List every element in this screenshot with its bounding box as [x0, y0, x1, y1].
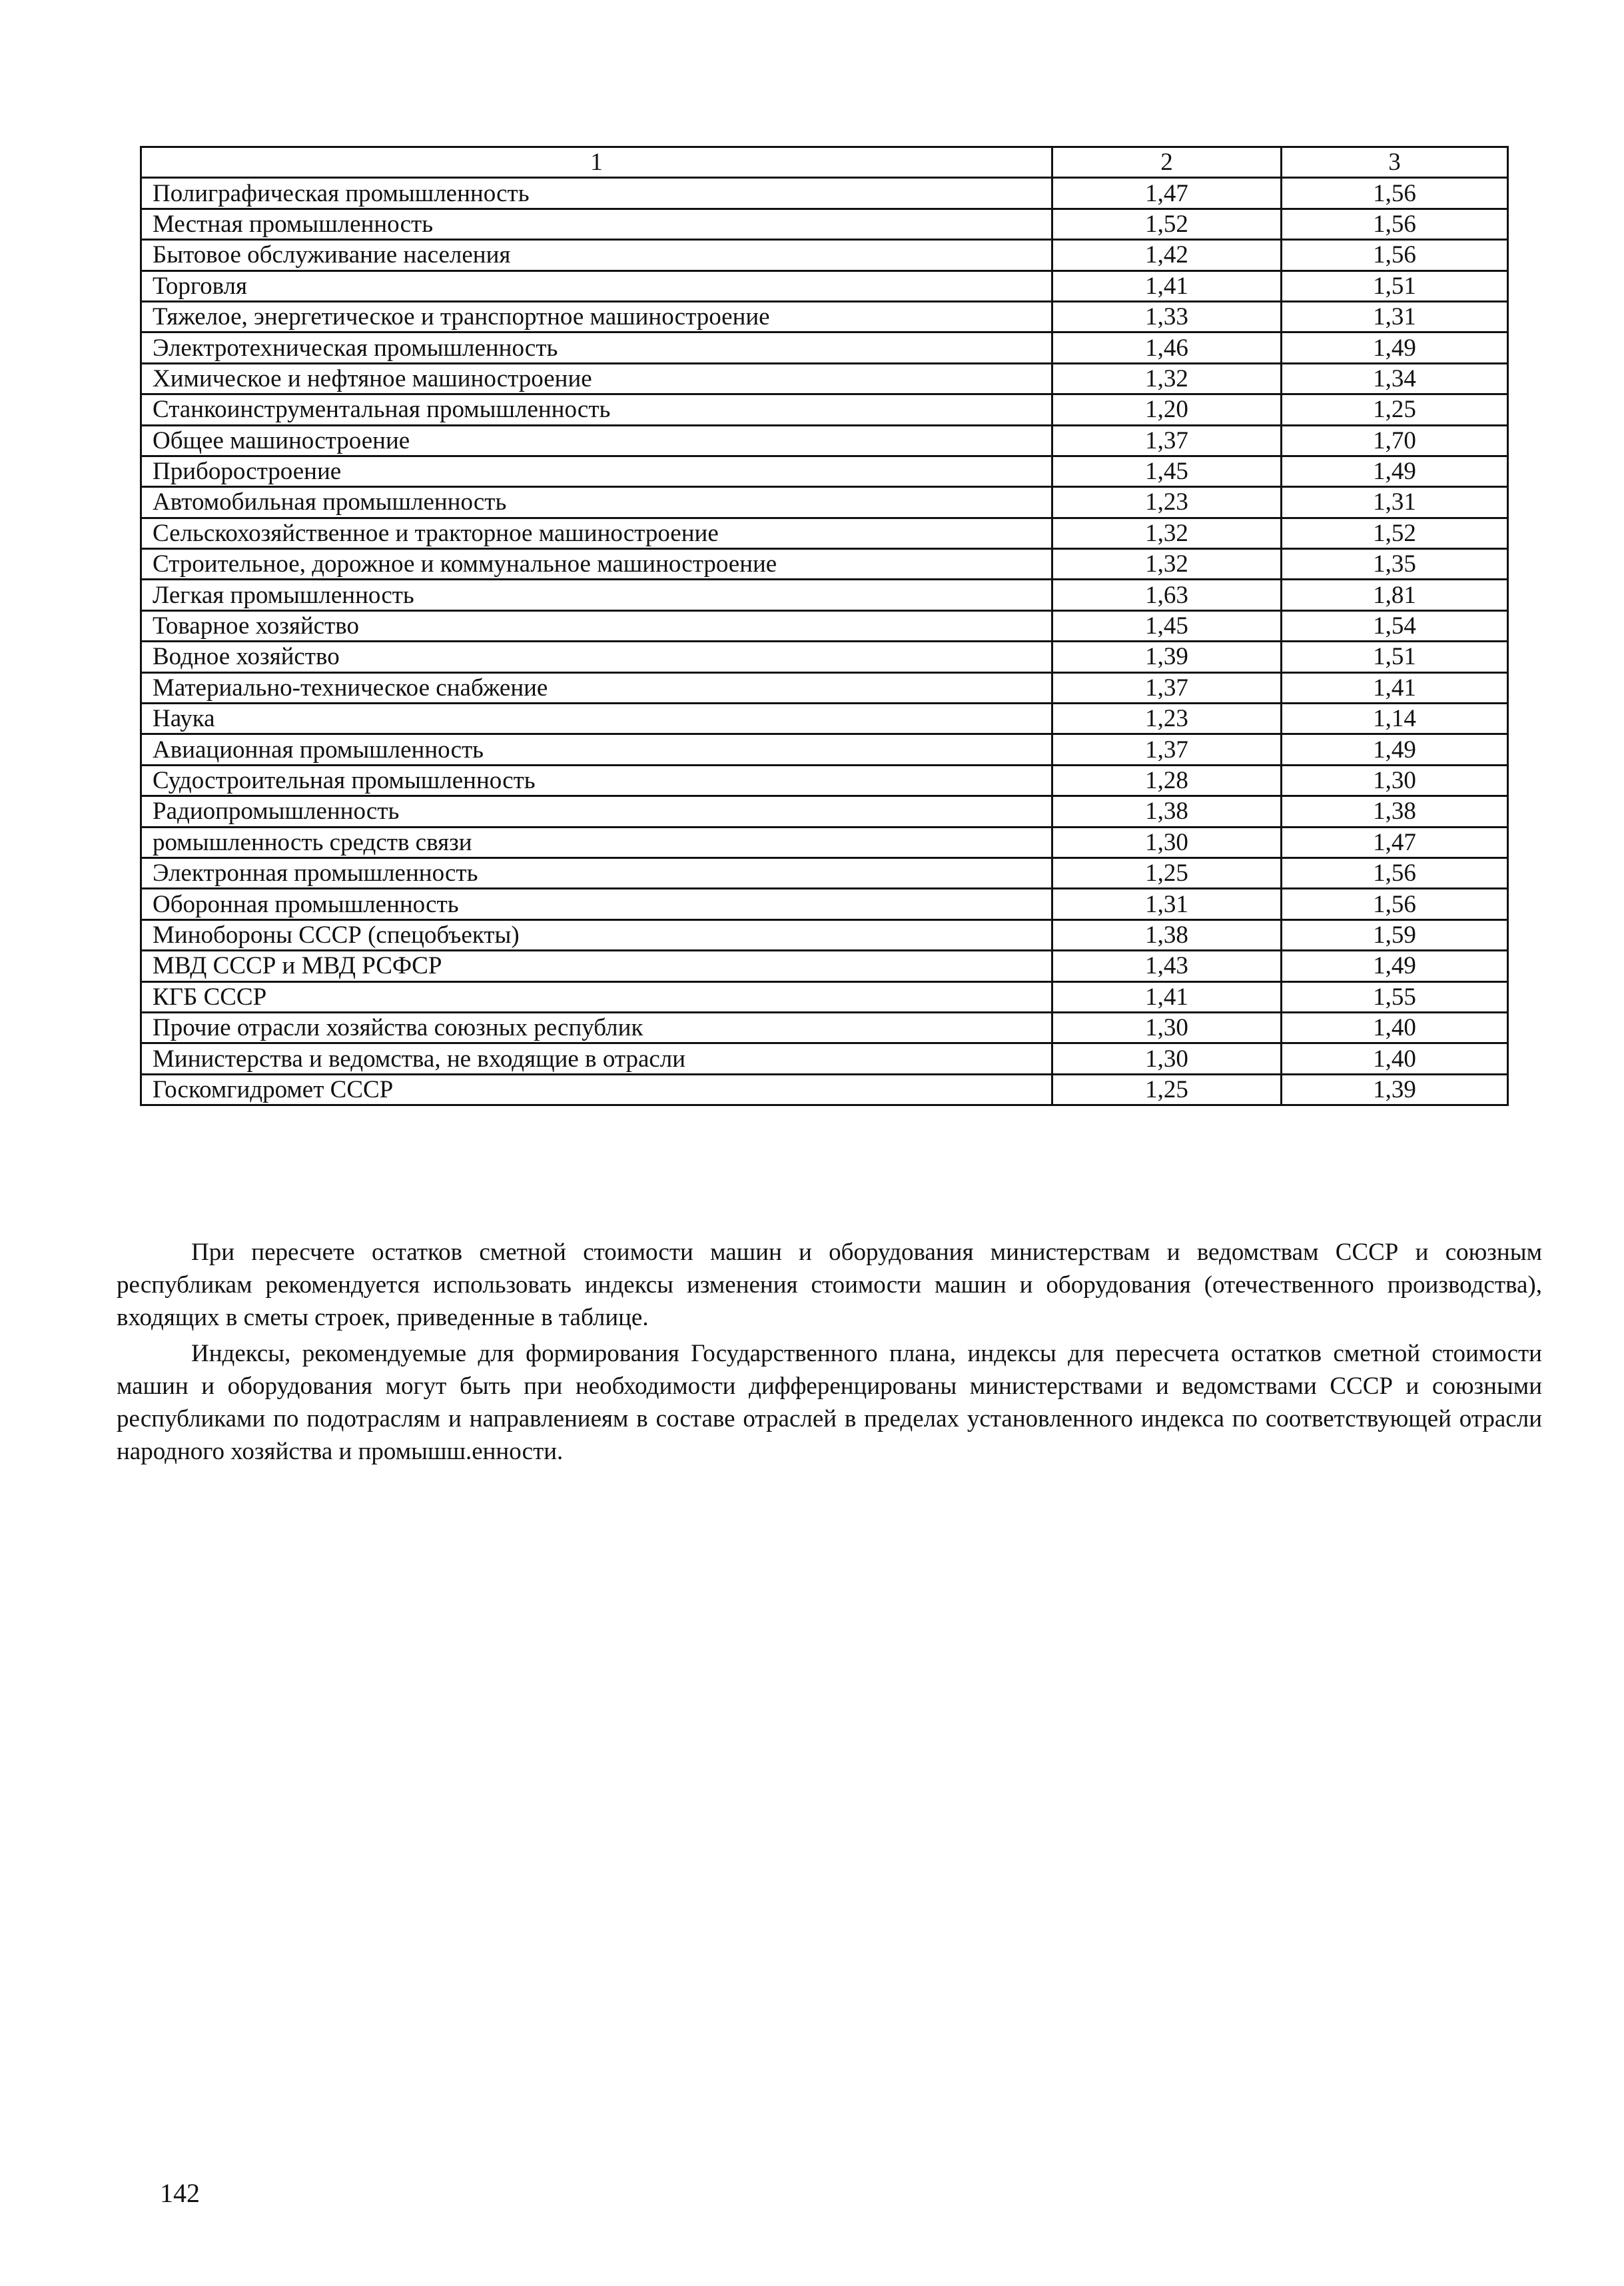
industry-name-cell: КГБ СССР: [141, 981, 1052, 1012]
industry-name-cell: Товарное хозяйство: [141, 610, 1052, 641]
table-row: [141, 734, 1508, 765]
index-col3-cell: 1,47: [1282, 827, 1508, 857]
table-row: [141, 580, 1508, 610]
index-col2-cell: 1,30: [1052, 827, 1282, 857]
index-col2-cell: 1,30: [1052, 1012, 1282, 1043]
industry-name-cell: Радиопромышленность: [141, 796, 1052, 827]
page-number: 142: [160, 2178, 200, 2208]
table-row: [141, 765, 1508, 796]
table-row: [141, 456, 1508, 486]
index-col2-cell: 1,39: [1052, 642, 1282, 672]
table-row: [141, 487, 1508, 518]
index-col2-cell: 1,25: [1052, 857, 1282, 888]
index-col3-cell: 1,49: [1282, 332, 1508, 363]
industry-name-cell: Оборонная промышленность: [141, 889, 1052, 919]
table-row: [141, 363, 1508, 394]
index-col3-cell: 1,56: [1282, 240, 1508, 271]
table-row: [141, 240, 1508, 271]
index-col3-cell: 1,56: [1282, 857, 1508, 888]
index-col2-cell: 1,45: [1052, 610, 1282, 641]
index-col3-cell: 1,59: [1282, 919, 1508, 950]
index-col2-cell: 1,42: [1052, 240, 1282, 271]
index-col2-cell: 1,41: [1052, 271, 1282, 301]
index-col2-cell: 1,32: [1052, 518, 1282, 548]
industry-name-cell: Автомобильная промышленность: [141, 487, 1052, 518]
index-col2-cell: 1,20: [1052, 394, 1282, 425]
industry-name-cell: МВД СССР и МВД РСФСР: [141, 951, 1052, 981]
index-col3-cell: 1,81: [1282, 580, 1508, 610]
table-row: [141, 827, 1508, 857]
industry-name-cell: Авиационная промышленность: [141, 734, 1052, 765]
index-col3-cell: 1,51: [1282, 271, 1508, 301]
index-col3-cell: 1,40: [1282, 1012, 1508, 1043]
index-col3-cell: 1,54: [1282, 610, 1508, 641]
header-row: [141, 147, 1508, 178]
industry-name-cell: Станкоинструментальная промышленность: [141, 394, 1052, 425]
column-header-3: 3: [1282, 147, 1508, 178]
table-row: [141, 549, 1508, 580]
industry-name-cell: Сельскохозяйственное и тракторное машиностроение: [141, 518, 1052, 548]
table-row: [141, 209, 1508, 239]
table-row: [141, 642, 1508, 672]
table-row: [141, 394, 1508, 425]
industry-name-cell: Местная промышленность: [141, 209, 1052, 239]
index-col2-cell: 1,52: [1052, 209, 1282, 239]
index-col3-cell: 1,35: [1282, 549, 1508, 580]
table-row: [141, 425, 1508, 456]
index-col3-cell: 1,34: [1282, 363, 1508, 394]
index-col2-cell: 1,38: [1052, 919, 1282, 950]
industry-name-cell: Министерства и ведомства, не входящие в отрасли: [141, 1043, 1052, 1074]
industry-name-cell: Торговля: [141, 271, 1052, 301]
index-col3-cell: 1,49: [1282, 456, 1508, 486]
index-col3-cell: 1,39: [1282, 1074, 1508, 1105]
index-col2-cell: 1,47: [1052, 178, 1282, 209]
table-row: [141, 332, 1508, 363]
index-col3-cell: 1,31: [1282, 487, 1508, 518]
index-col2-cell: 1,32: [1052, 549, 1282, 580]
table-row: [141, 981, 1508, 1012]
table-row: [141, 672, 1508, 703]
table-row: [141, 1043, 1508, 1074]
index-col2-cell: 1,37: [1052, 672, 1282, 703]
index-col2-cell: 1,63: [1052, 580, 1282, 610]
industry-name-cell: Водное хозяйство: [141, 642, 1052, 672]
table-row: [141, 301, 1508, 332]
index-table: [140, 146, 1509, 1106]
index-col3-cell: 1,55: [1282, 981, 1508, 1012]
index-col3-cell: 1,30: [1282, 765, 1508, 796]
index-col3-cell: 1,70: [1282, 425, 1508, 456]
table-row: [141, 889, 1508, 919]
index-col3-cell: 1,49: [1282, 951, 1508, 981]
index-col2-cell: 1,32: [1052, 363, 1282, 394]
table-row: [141, 610, 1508, 641]
industry-name-cell: Минобороны СССР (спецобъекты): [141, 919, 1052, 950]
industry-name-cell: ромышленность средств связи: [141, 827, 1052, 857]
index-col2-cell: 1,33: [1052, 301, 1282, 332]
industry-name-cell: Электротехническая промышленность: [141, 332, 1052, 363]
industry-name-cell: Легкая промышленность: [141, 580, 1052, 610]
table-row: [141, 951, 1508, 981]
index-col2-cell: 1,31: [1052, 889, 1282, 919]
paragraph-indices: Индексы, рекомендуемые для формирования Государственного плана, индексы для пересчета остатков сметной стоимости машин и оборудования могут быть при необходимости дифференцированы министерствами и ведомствами СССР и союзными республиками по подотраслям и направлениеям в составе отраслей в пределах установленного индекса по соответствующей отрасли народного хозяйства и промышш.енности.: [117, 1340, 1542, 1465]
index-col2-cell: 1,41: [1052, 981, 1282, 1012]
industry-name-cell: Судостроительная промышленность: [141, 765, 1052, 796]
index-col2-cell: 1,38: [1052, 796, 1282, 827]
index-col2-cell: 1,23: [1052, 487, 1282, 518]
industry-name-cell: Общее машиностроение: [141, 425, 1052, 456]
index-col3-cell: 1,56: [1282, 178, 1508, 209]
table-row: [141, 271, 1508, 301]
index-col3-cell: 1,51: [1282, 642, 1508, 672]
column-header-1: 1: [141, 147, 1052, 178]
table-row: [141, 178, 1508, 209]
index-col3-cell: 1,40: [1282, 1043, 1508, 1074]
industry-name-cell: Полиграфическая промышленность: [141, 178, 1052, 209]
industry-name-cell: Строительное, дорожное и коммунальное машиностроение: [141, 549, 1052, 580]
index-col2-cell: 1,43: [1052, 951, 1282, 981]
industry-name-cell: Электронная промышленность: [141, 857, 1052, 888]
index-col2-cell: 1,30: [1052, 1043, 1282, 1074]
index-col2-cell: 1,23: [1052, 704, 1282, 734]
table-row: [141, 796, 1508, 827]
industry-name-cell: Госкомгидромет СССР: [141, 1074, 1052, 1105]
index-col3-cell: 1,56: [1282, 209, 1508, 239]
industry-name-cell: Тяжелое, энергетическое и транспортное машиностроение: [141, 301, 1052, 332]
index-col2-cell: 1,28: [1052, 765, 1282, 796]
table-row: [141, 518, 1508, 548]
index-col2-cell: 1,46: [1052, 332, 1282, 363]
table-row: [141, 857, 1508, 888]
index-col3-cell: 1,25: [1282, 394, 1508, 425]
industry-name-cell: Наука: [141, 704, 1052, 734]
industry-name-cell: Материально-техническое снабжение: [141, 672, 1052, 703]
industry-name-cell: Химическое и нефтяное машиностроение: [141, 363, 1052, 394]
table-row: [141, 704, 1508, 734]
industry-name-cell: Прочие отрасли хозяйства союзных республик: [141, 1012, 1052, 1043]
paragraph-recalculation: При пересчете остатков сметной стоимости машин и оборудования министерствам и ведомствам СССР и союзным республикам рекомендуется использовать индексы изменения стоимости машин и оборудования (отечественного производства), входящих в сметы строек, приведенные в таблице.: [117, 1239, 1542, 1331]
column-header-2: 2: [1052, 147, 1282, 178]
index-col2-cell: 1,25: [1052, 1074, 1282, 1105]
table-body: [141, 178, 1508, 1105]
industry-name-cell: Бытовое обслуживание населения: [141, 240, 1052, 271]
industry-name-cell: Приборостроение: [141, 456, 1052, 486]
index-col2-cell: 1,37: [1052, 734, 1282, 765]
index-col2-cell: 1,45: [1052, 456, 1282, 486]
index-col3-cell: 1,52: [1282, 518, 1508, 548]
table-row: [141, 919, 1508, 950]
index-col3-cell: 1,49: [1282, 734, 1508, 765]
index-col2-cell: 1,37: [1052, 425, 1282, 456]
index-col3-cell: 1,14: [1282, 704, 1508, 734]
index-col3-cell: 1,56: [1282, 889, 1508, 919]
index-col3-cell: 1,38: [1282, 796, 1508, 827]
index-col3-cell: 1,31: [1282, 301, 1508, 332]
table-row: [141, 1074, 1508, 1105]
table-row: [141, 1012, 1508, 1043]
index-col3-cell: 1,41: [1282, 672, 1508, 703]
